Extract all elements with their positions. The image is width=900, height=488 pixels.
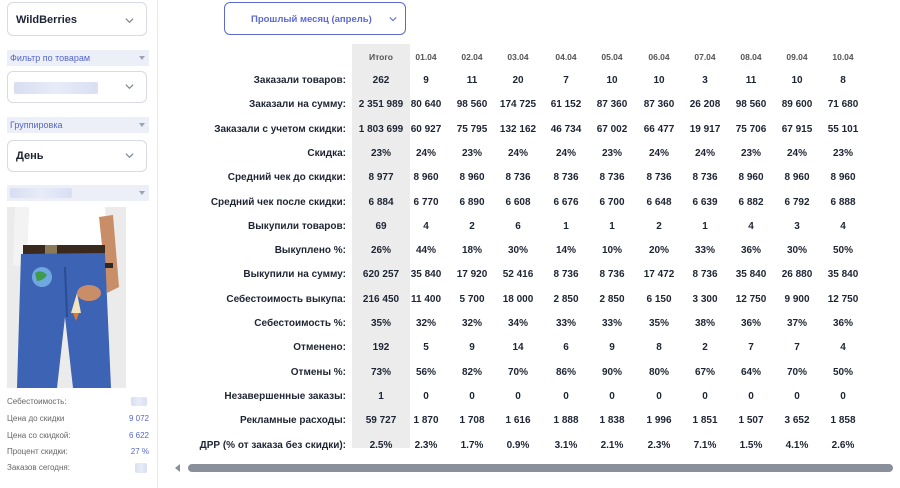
- day-cell: 11 400: [410, 293, 442, 305]
- collapse-arrow-icon: [139, 123, 145, 127]
- day-cell: 1: [609, 220, 615, 232]
- day-cell: 6 676: [553, 196, 579, 208]
- total-cell: 69: [375, 220, 387, 232]
- table-row: [160, 433, 900, 457]
- day-cell: 1 870: [413, 415, 439, 427]
- day-cell: 24%: [507, 147, 528, 159]
- total-cell: 26%: [370, 245, 391, 257]
- total-cell: 59 727: [365, 415, 397, 427]
- row-label: Рекламные расходы:: [240, 415, 346, 427]
- day-cell: 70%: [507, 366, 528, 378]
- column-header-total: Итого: [369, 52, 393, 62]
- day-cell: 80 640: [410, 99, 442, 111]
- day-cell: 3: [794, 220, 800, 232]
- day-cell: 6: [515, 220, 521, 232]
- product-filter-select[interactable]: [7, 71, 147, 103]
- day-cell: 90%: [601, 366, 622, 378]
- blurred-product-title: [10, 188, 72, 198]
- day-cell: 132 162: [499, 123, 537, 135]
- day-cell: 2.3%: [647, 439, 671, 451]
- day-cell: 71 680: [827, 99, 859, 111]
- column-header-date: 01.04: [415, 52, 437, 62]
- day-cell: 11: [745, 75, 757, 86]
- scroll-left-icon: [175, 464, 180, 472]
- day-cell: 9: [423, 75, 429, 86]
- day-cell: 30%: [786, 245, 807, 257]
- day-cell: 37%: [786, 318, 807, 329]
- day-cell: 19 917: [689, 123, 721, 135]
- day-cell: 0: [423, 390, 429, 402]
- day-cell: 8 736: [505, 172, 531, 184]
- day-cell: 87 360: [643, 99, 675, 111]
- day-cell: 0: [748, 390, 754, 402]
- day-cell: 23%: [832, 147, 853, 159]
- day-cell: 10: [791, 75, 803, 86]
- day-cell: 6 888: [830, 196, 856, 208]
- info-label: Процент скидки:: [7, 447, 68, 456]
- table-row: [160, 68, 900, 92]
- chevron-down-icon: [125, 151, 134, 160]
- day-cell: 11: [466, 75, 478, 86]
- day-cell: 98 560: [456, 99, 488, 111]
- table-row: [160, 311, 900, 335]
- table-row: [160, 92, 900, 116]
- row-label: Выкупили товаров:: [248, 220, 346, 232]
- info-label: Заказов сегодня:: [7, 463, 70, 472]
- day-cell: 24%: [786, 147, 807, 159]
- day-cell: 67 915: [781, 123, 813, 135]
- table-row: [160, 335, 900, 359]
- info-label: Себестоимость:: [7, 397, 67, 406]
- day-cell: 64%: [740, 366, 761, 378]
- day-cell: 1 858: [830, 415, 856, 427]
- day-cell: 6 770: [413, 196, 439, 208]
- day-cell: 8 960: [830, 172, 856, 184]
- day-cell: 35%: [648, 318, 669, 329]
- day-cell: 24%: [415, 147, 436, 159]
- total-cell: 192: [372, 342, 390, 354]
- table-row: [160, 408, 900, 432]
- product-section-header[interactable]: [7, 185, 149, 201]
- product-image: [7, 207, 126, 388]
- grouping-value: День: [16, 150, 44, 162]
- blurred-value: [131, 397, 147, 406]
- table-row: [160, 190, 900, 214]
- day-cell: 33%: [555, 318, 576, 329]
- row-label: Себестоимость %:: [254, 318, 346, 329]
- total-cell: 2.5%: [369, 439, 393, 451]
- collapse-arrow-icon: [139, 56, 145, 60]
- info-label: Цена со скидкой:: [7, 431, 71, 440]
- row-label: Себестоимость выкупа:: [226, 293, 346, 305]
- day-cell: 30%: [507, 245, 528, 257]
- day-cell: 1 888: [553, 415, 579, 427]
- day-cell: 6 150: [646, 293, 672, 305]
- column-header-date: 06.04: [648, 52, 670, 62]
- day-cell: 3: [702, 75, 708, 86]
- filter-section-header[interactable]: [7, 50, 149, 66]
- day-cell: 34%: [507, 318, 528, 329]
- day-cell: 35 840: [827, 269, 859, 281]
- column-header-date: 09.04: [786, 52, 808, 62]
- day-cell: 8: [656, 342, 662, 354]
- chevron-down-icon: [389, 15, 397, 23]
- row-label: Заказали на сумму:: [249, 99, 346, 111]
- total-cell: 2 351 989: [358, 99, 404, 111]
- day-cell: 8 736: [646, 172, 672, 184]
- info-price-after: [7, 431, 149, 440]
- day-cell: 0: [469, 390, 475, 402]
- day-cell: 0: [794, 390, 800, 402]
- day-cell: 6 882: [738, 196, 764, 208]
- day-cell: 60 927: [410, 123, 442, 135]
- table-row: [160, 141, 900, 165]
- horizontal-scrollbar[interactable]: [172, 458, 897, 478]
- day-cell: 8: [840, 75, 846, 86]
- day-cell: 33%: [694, 245, 715, 257]
- chevron-down-icon: [125, 16, 134, 25]
- day-cell: 35 840: [735, 269, 767, 281]
- day-cell: 89 600: [781, 99, 813, 111]
- day-cell: 23%: [461, 147, 482, 159]
- day-cell: 8 736: [553, 269, 579, 281]
- day-cell: 0.9%: [506, 439, 530, 451]
- day-cell: 66 477: [643, 123, 675, 135]
- collapse-arrow-icon: [139, 191, 145, 195]
- sidebar: [0, 0, 158, 488]
- day-cell: 2 850: [553, 293, 579, 305]
- table-row: [160, 165, 900, 189]
- period-value: Прошлый месяц (апрель): [251, 14, 372, 25]
- day-cell: 1: [702, 220, 708, 232]
- day-cell: 0: [840, 390, 846, 402]
- day-cell: 7: [794, 342, 800, 354]
- day-cell: 1 616: [505, 415, 531, 427]
- day-cell: 86%: [555, 366, 576, 378]
- total-cell: 73%: [370, 366, 391, 378]
- grouping-select[interactable]: [7, 140, 147, 172]
- period-select[interactable]: [224, 2, 406, 35]
- day-cell: 2: [469, 220, 475, 232]
- day-cell: 2.6%: [831, 439, 855, 451]
- day-cell: 10: [606, 75, 618, 86]
- row-label: Заказали товаров:: [253, 75, 346, 86]
- column-header-date: 02.04: [461, 52, 483, 62]
- row-label: Средний чек после скидки:: [210, 196, 346, 208]
- info-orders-today: [7, 463, 149, 472]
- column-header-date: 07.04: [694, 52, 716, 62]
- day-cell: 3.1%: [554, 439, 578, 451]
- column-header-date: 05.04: [601, 52, 623, 62]
- day-cell: 12 750: [827, 293, 859, 305]
- day-cell: 4: [748, 220, 754, 232]
- column-header-date: 08.04: [740, 52, 762, 62]
- day-cell: 2: [702, 342, 708, 354]
- day-cell: 8 960: [459, 172, 485, 184]
- day-cell: 50%: [832, 245, 853, 257]
- store-select-value: WildBerries: [16, 14, 78, 26]
- store-select[interactable]: [7, 2, 147, 36]
- total-cell: 23%: [370, 147, 391, 159]
- day-cell: 75 795: [456, 123, 488, 135]
- day-cell: 9: [609, 342, 615, 354]
- day-cell: 24%: [648, 147, 669, 159]
- day-cell: 6 639: [692, 196, 718, 208]
- column-header-date: 04.04: [555, 52, 577, 62]
- day-cell: 0: [702, 390, 708, 402]
- day-cell: 98 560: [735, 99, 767, 111]
- info-value: 6 622: [128, 431, 149, 440]
- day-cell: 6 890: [459, 196, 485, 208]
- day-cell: 35 840: [410, 269, 442, 281]
- day-cell: 9 900: [784, 293, 810, 305]
- row-label: Средний чек до скидки:: [227, 172, 346, 184]
- day-cell: 17 920: [456, 269, 488, 281]
- day-cell: 3 652: [784, 415, 810, 427]
- day-cell: 67%: [694, 366, 715, 378]
- info-label: Цена до скидки: [7, 414, 65, 423]
- day-cell: 36%: [740, 245, 761, 257]
- row-label: Отмены %:: [290, 366, 346, 378]
- day-cell: 67 002: [596, 123, 628, 135]
- day-cell: 7: [748, 342, 754, 354]
- day-cell: 10%: [601, 245, 622, 257]
- grouping-label: Группировка: [10, 120, 63, 130]
- day-cell: 32%: [415, 318, 436, 329]
- day-cell: 8 736: [692, 172, 718, 184]
- table-row: [160, 384, 900, 408]
- day-cell: 26 880: [781, 269, 813, 281]
- day-cell: 5 700: [459, 293, 485, 305]
- day-cell: 14%: [555, 245, 576, 257]
- info-value: 27 %: [130, 447, 149, 456]
- blurred-product-name: [14, 82, 98, 94]
- table-row: [160, 360, 900, 384]
- total-cell: 620 257: [362, 269, 400, 281]
- info-price-before: [7, 414, 149, 423]
- day-cell: 80%: [648, 366, 669, 378]
- day-cell: 4: [423, 220, 429, 232]
- day-cell: 8 960: [738, 172, 764, 184]
- day-cell: 7.1%: [693, 439, 717, 451]
- day-cell: 9: [469, 342, 475, 354]
- info-discount: [7, 447, 149, 456]
- day-cell: 3 300: [692, 293, 718, 305]
- day-cell: 75 706: [735, 123, 767, 135]
- info-cost: [7, 397, 149, 406]
- total-cell: 35%: [370, 318, 391, 329]
- day-cell: 6 648: [646, 196, 672, 208]
- day-cell: 4: [840, 220, 846, 232]
- day-cell: 50%: [832, 366, 853, 378]
- day-cell: 1: [563, 220, 569, 232]
- table-row: [160, 214, 900, 238]
- day-cell: 87 360: [596, 99, 628, 111]
- info-value: 9 072: [128, 414, 149, 423]
- day-cell: 10: [653, 75, 665, 86]
- day-cell: 56%: [415, 366, 436, 378]
- day-cell: 0: [563, 390, 569, 402]
- table-row: [160, 117, 900, 141]
- day-cell: 6 792: [784, 196, 810, 208]
- total-cell: 8 977: [368, 172, 394, 184]
- row-label: Скидка:: [307, 147, 346, 159]
- day-cell: 38%: [694, 318, 715, 329]
- column-header-date: 10.04: [832, 52, 854, 62]
- day-cell: 82%: [461, 366, 482, 378]
- row-label: Незавершенные заказы:: [224, 390, 346, 402]
- day-cell: 17 472: [643, 269, 675, 281]
- day-cell: 8 736: [692, 269, 718, 281]
- day-cell: 8 736: [553, 172, 579, 184]
- day-cell: 1 851: [692, 415, 718, 427]
- day-cell: 23%: [740, 147, 761, 159]
- day-cell: 2 850: [599, 293, 625, 305]
- day-cell: 36%: [832, 318, 853, 329]
- day-cell: 46 734: [550, 123, 582, 135]
- total-cell: 216 450: [362, 293, 400, 305]
- scrollbar-thumb: [188, 464, 893, 472]
- day-cell: 8 736: [599, 172, 625, 184]
- day-cell: 23%: [601, 147, 622, 159]
- day-cell: 1 996: [646, 415, 672, 427]
- table-row: [160, 238, 900, 262]
- day-cell: 20: [512, 75, 524, 86]
- day-cell: 6 608: [505, 196, 531, 208]
- day-cell: 2.1%: [600, 439, 624, 451]
- day-cell: 174 725: [499, 99, 537, 111]
- day-cell: 32%: [461, 318, 482, 329]
- day-cell: 1 708: [459, 415, 485, 427]
- day-cell: 8 960: [784, 172, 810, 184]
- day-cell: 4.1%: [785, 439, 809, 451]
- day-cell: 20%: [648, 245, 669, 257]
- chevron-down-icon: [125, 82, 134, 91]
- day-cell: 6: [563, 342, 569, 354]
- table-row: [160, 287, 900, 311]
- day-cell: 4: [840, 342, 846, 354]
- total-cell: 262: [372, 75, 390, 86]
- day-cell: 61 152: [550, 99, 582, 111]
- day-cell: 52 416: [502, 269, 534, 281]
- day-cell: 18 000: [502, 293, 534, 305]
- day-cell: 0: [515, 390, 521, 402]
- grouping-section-header[interactable]: [7, 117, 149, 133]
- day-cell: 33%: [601, 318, 622, 329]
- day-cell: 1.5%: [739, 439, 763, 451]
- row-label: ДРР (% от заказа без скидки):: [199, 439, 346, 451]
- day-cell: 2: [656, 220, 662, 232]
- day-cell: 5: [423, 342, 429, 354]
- day-cell: 55 101: [827, 123, 859, 135]
- row-label: Выкупили на сумму:: [243, 269, 346, 281]
- day-cell: 36%: [740, 318, 761, 329]
- row-label: Отменено:: [293, 342, 346, 354]
- day-cell: 7: [563, 75, 569, 86]
- table-header-row: [160, 46, 900, 70]
- day-cell: 24%: [694, 147, 715, 159]
- table-row: [160, 262, 900, 286]
- day-cell: 8 736: [599, 269, 625, 281]
- day-cell: 18%: [461, 245, 482, 257]
- day-cell: 44%: [415, 245, 436, 257]
- total-cell: 1 803 699: [358, 123, 404, 135]
- day-cell: 12 750: [735, 293, 767, 305]
- day-cell: 26 208: [689, 99, 721, 111]
- day-cell: 2.3%: [414, 439, 438, 451]
- day-cell: 1 507: [738, 415, 764, 427]
- day-cell: 0: [609, 390, 615, 402]
- day-cell: 1.7%: [460, 439, 484, 451]
- day-cell: 70%: [786, 366, 807, 378]
- day-cell: 0: [656, 390, 662, 402]
- filter-label: Фильтр по товарам: [10, 53, 91, 63]
- row-label: Заказали с учетом скидки:: [214, 123, 346, 135]
- day-cell: 6 700: [599, 196, 625, 208]
- column-header-date: 03.04: [507, 52, 529, 62]
- day-cell: 1 838: [599, 415, 625, 427]
- day-cell: 14: [512, 342, 524, 354]
- blurred-value: [135, 463, 147, 473]
- row-label: Выкуплено %:: [274, 245, 346, 257]
- total-cell: 1: [378, 390, 384, 402]
- day-cell: 24%: [555, 147, 576, 159]
- day-cell: 8 960: [413, 172, 439, 184]
- total-cell: 6 884: [368, 196, 394, 208]
